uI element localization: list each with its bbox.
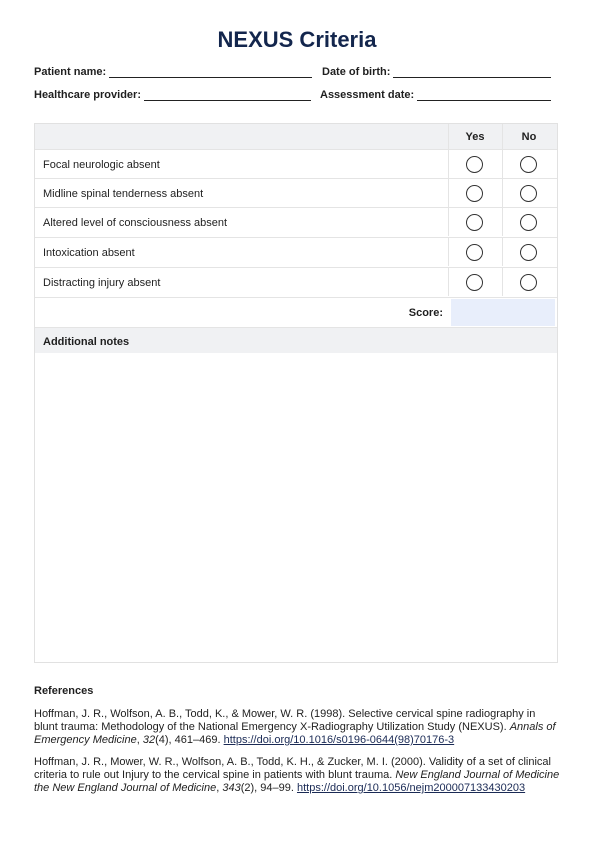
column-divider [502,238,503,266]
reference-journal: New England Journal of Medicine the New England Journal of Medicine [34,769,560,794]
no-radio[interactable] [520,214,537,231]
reference-item [34,756,562,795]
column-divider [502,268,503,296]
reference-link[interactable]: https://doi.org/10.1016/s0196-0644(98)70176-3 [223,734,455,746]
no-radio[interactable] [520,244,537,261]
yes-radio[interactable] [466,156,483,173]
assessment-date-line[interactable] [417,89,551,101]
yes-radio[interactable] [466,244,483,261]
criteria-label: Distracting injury absent [43,277,161,289]
criteria-label: Intoxication absent [43,247,135,259]
reference-tail: (4), 461–469. [155,734,224,746]
patient-name-field[interactable] [34,66,312,78]
criteria-row [35,237,557,266]
assessment-date-label: Assessment date: [320,89,415,101]
references-section [34,685,562,804]
criteria-row [35,178,557,207]
patient-name-line[interactable] [109,66,312,78]
page-title: NEXUS Criteria [217,27,377,52]
notes-header [35,327,557,353]
column-divider [502,179,503,207]
yes-radio[interactable] [466,274,483,291]
references-heading: References [34,685,94,697]
column-divider [448,268,449,296]
date-of-birth-field[interactable] [322,66,551,78]
healthcare-provider-label: Healthcare provider: [34,89,141,101]
column-header-yes: Yes [465,131,485,143]
reference-link[interactable]: https://doi.org/10.1056/nejm200007133430203 [296,782,526,794]
reference-journal: Annals of Emergency Medicine [34,721,556,746]
healthcare-provider-field[interactable] [34,89,311,101]
reference-volume: 343 [222,782,241,794]
criteria-label: Midline spinal tenderness absent [43,188,204,200]
reference-sep: , [136,734,143,746]
column-divider [502,208,503,236]
score-label: Score: [408,307,443,319]
patient-name-label: Patient name: [34,66,107,78]
reference-volume: 32 [142,734,156,746]
reference-item [34,708,562,747]
criteria-row [35,267,557,296]
healthcare-provider-line[interactable] [144,89,311,101]
score-row [35,297,557,326]
column-divider [448,150,449,178]
reference-tail: (2), 94–99. [240,782,297,794]
column-divider [448,208,449,236]
notes-area[interactable] [35,353,557,662]
date-of-birth-label: Date of birth: [322,66,391,78]
date-of-birth-line[interactable] [393,66,551,78]
yes-radio[interactable] [466,214,483,231]
criteria-row [35,149,557,178]
reference-text: Hoffman, J. R., Wolfson, A. B., Todd, K., & Mower, W. R. (1998). Selective cervical spine radiography in blunt trauma: Methodology of the National Emergency X-Radiography Utilization Study (NEXUS). [34,708,536,733]
notes-label: Additional notes [43,336,130,348]
column-divider [502,150,503,178]
no-radio[interactable] [520,274,537,291]
criteria-label: Altered level of consciousness absent [43,217,228,229]
score-input[interactable] [451,299,555,326]
info-row-2 [34,89,557,105]
no-radio[interactable] [520,185,537,202]
column-divider [448,179,449,207]
assessment-date-field[interactable] [320,89,551,101]
reference-text: Hoffman, J. R., Mower, W. R., Wolfson, A. B., Todd, K. H., & Zucker, M. I. (2000). Validity of a set of clinical criteria to rule out Injury to the cervical spine in patients with blunt trauma. [34,756,551,781]
criteria-label: Focal neurologic absent [43,159,160,171]
info-row-1 [34,66,557,82]
reference-sep: , [216,782,223,794]
criteria-table [34,123,558,663]
no-radio[interactable] [520,156,537,173]
table-header [35,124,557,149]
yes-radio[interactable] [466,185,483,202]
criteria-row [35,207,557,236]
column-divider [448,238,449,266]
column-header-no: No [521,131,537,143]
